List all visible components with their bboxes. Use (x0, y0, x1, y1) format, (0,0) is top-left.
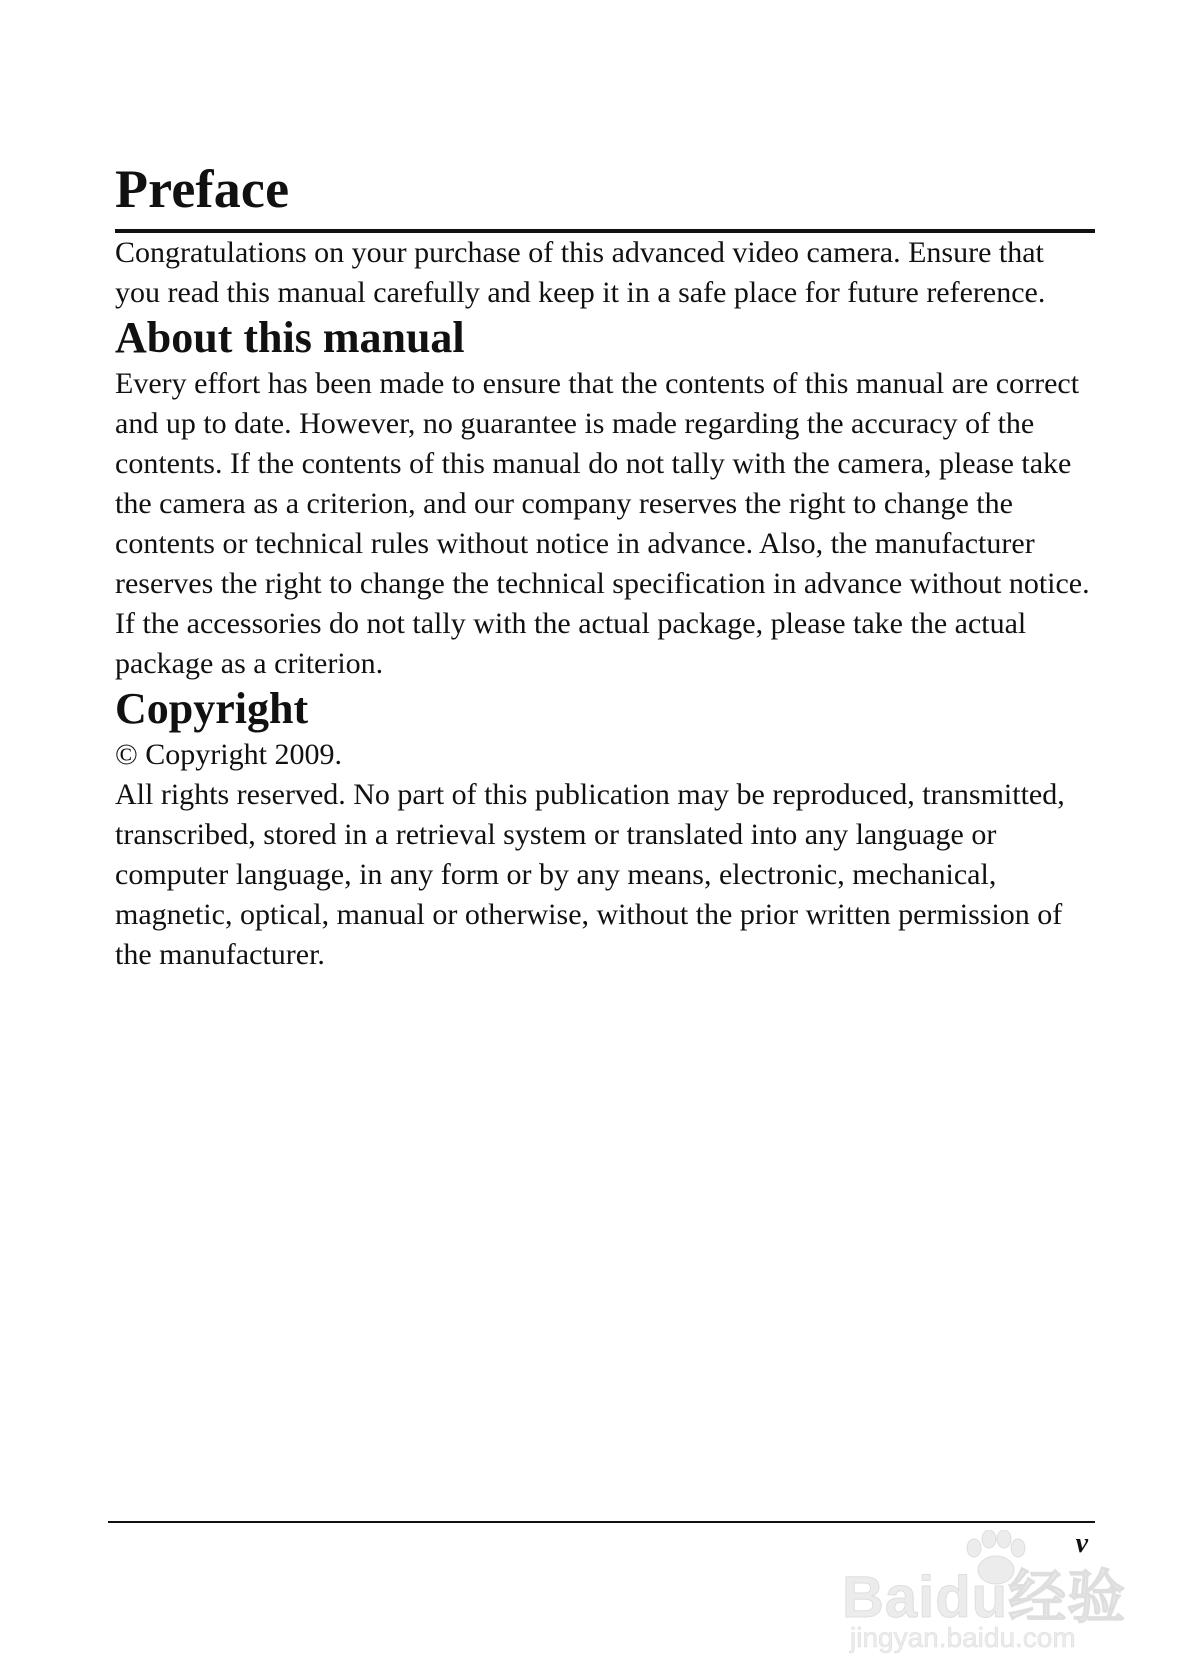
paw-icon (960, 1530, 1030, 1590)
about-paragraph-2: If the accessories do not tally with the actual package, please take the actual package as a criterion. (115, 606, 1027, 680)
page-content (115, 160, 1095, 975)
intro-paragraph: Congratulations on your purchase of this advanced video camera. Ensure that you read this manual carefully and keep it in a safe place for future reference. (115, 236, 1046, 310)
rights-paragraph: All rights reserved. No part of this publication may be reproduced, transmitted, transcribed, stored in a retrieval system or translated into any language or computer language, in any form or by any means, electronic, mechanical, magnetic, optical, manual or otherwise, without the prior written permission of the manufacturer. (115, 777, 1065, 971)
page-number: v (1075, 1528, 1088, 1559)
copyright-heading: Copyright (115, 683, 309, 733)
copyright-line: © Copyright 2009. (115, 737, 342, 771)
watermark-url: jingyan.baidu.com (850, 1622, 1076, 1653)
baidu-watermark (842, 1530, 1132, 1660)
watermark-brand: Baidu经验 (842, 1565, 1127, 1630)
page-title: Preface (115, 160, 1095, 233)
footer-rule (108, 1521, 1095, 1523)
about-heading: About this manual (115, 313, 465, 363)
about-paragraph-1: Every effort has been made to ensure that the contents of this manual are correct and up to date. However, no guarantee is made regarding the accuracy of the contents. If the contents of this manual do not tally with the camera, please take the camera as a criterion, and our company reserves the right to change the contents or technical rules without notice in advance. Also, the manufacturer reserves the right to change the technical specification in advance without notice. (115, 366, 1090, 600)
